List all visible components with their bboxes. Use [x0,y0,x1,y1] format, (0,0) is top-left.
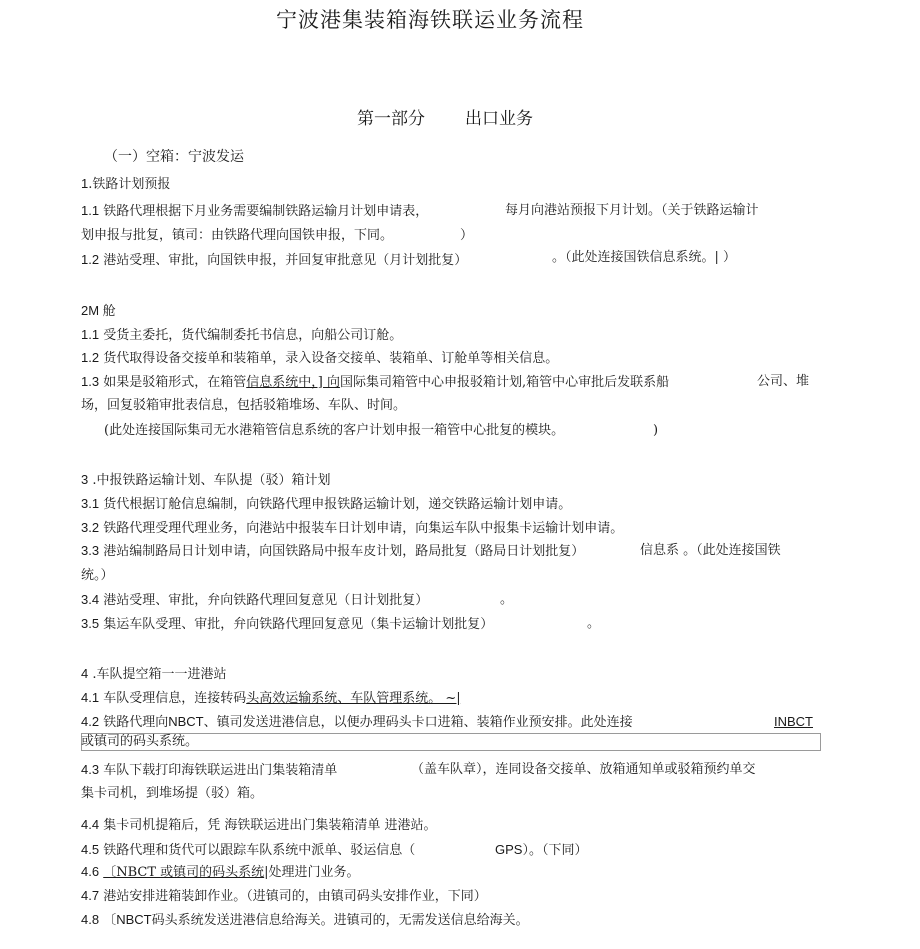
system-note: (此处连接国际集司无水港箱管信息系统的客户计划申报一箱管中心批复的模块。 [104,423,565,438]
paragraph-line: 每月向港站预报下月计划。（关于铁路运输计 [505,203,759,218]
empty-container-heading: （一）空箱：宁波发运 [104,149,244,165]
paragraph-line: 1.2 货代取得设备交接单和装箱单，录入设备交接单、装箱单、订舱单等相关信息。 [81,350,559,366]
paragraph-line: 。 [587,616,601,631]
inbct-link-text: INBCT [774,714,813,729]
paragraph-line: 集卡司机，到堆场提（驳）箱。 [81,786,264,801]
paragraph-line: ） [460,228,474,243]
paragraph-line: 1.3 如果是驳箱形式，在箱管信息系统中，] 向国际集司箱管中心申报驳箱计划,箱管中心审批后发联系船 [81,374,670,390]
paragraph-line: 4.2 铁路代理向NBCT、镇司发送进港信息，以便办理码头卡口进箱、装箱作业预安排。此处连接 [81,714,633,730]
paragraph-line: 场，回复驳箱审批表信息，包括驳箱堆场、车队、时间。 [81,398,407,413]
system-note-end: ) [653,423,659,438]
paragraph-line: 3.3 港站编制路局日计划申请，向国铁路局中报车皮计划，路局批复（路局日计划批复） [81,543,585,559]
booking-heading: 2M 舱 [81,303,116,318]
paragraph-line: 1.1 受货主委托，货代编制委托书信息，向船公司订舱。 [81,327,403,343]
paragraph-line: 3.5 集运车队受理、审批，弁向铁路代理回复意见（集卡运输计划批复） [81,616,494,632]
empty-pickup-heading: 4 .车队提空箱一一进港站 [81,666,227,682]
paragraph-line: 。 [500,592,514,607]
transport-plan-heading: 3 .中报铁路运输计划、车队提（驳）箱计划 [81,472,331,488]
paragraph-line: GPS）。（下同） [495,842,588,858]
document-title: 宁波港集装箱海铁联运业务流程 [276,8,584,32]
paragraph-line: 1.1 铁路代理根据下月业务需要编制铁路运输月计划申请表， [81,203,429,219]
section-name: 出口业务 [465,109,533,129]
paragraph-line: （盖车队章），连同设备交接单、放箱通知单或驳箱预约单交 [411,762,756,777]
paragraph-line: 统。） [81,568,114,583]
paragraph-line: 4.1 车队受理信息，连接转码头高效运输系统、车队管理系统。 ~| [81,690,461,706]
paragraph-line: 。（此处连接国铁信息系统。| ） [552,250,737,265]
paragraph-line: 公司、堆 [757,374,810,389]
underlined-text: 头高效运输系统、车队管理系统。 ~| [246,691,461,706]
paragraph-line: 或镇司的码头系统。 [81,734,199,749]
paragraph-line: 信息系 。（此处连接国铁 [640,543,781,558]
paragraph-line: 3.2 铁路代理受理代理业务，向港站中报装车日计划申请，向集运车队中报集卡运输计划申请。 [81,520,624,536]
paragraph-line: 1.2 港站受理、审批，向国铁申报，并回复审批意见（月计划批复） [81,252,468,268]
paragraph-line: 4.7 港站安排进箱装卸作业。（进镇司的，由镇司码头安排作业，下同） [81,888,487,904]
rail-plan-heading: 1.铁路计划预报 [81,176,171,192]
section-heading: 第一部分 出口业务 [357,109,533,129]
paragraph-line: 4.3 车队下载打印海铁联运进出门集装箱清单 [81,762,338,778]
paragraph-line: 3.4 港站受理、审批，弁向铁路代理回复意见（日计划批复） [81,592,429,608]
underlined-text: 信息系统中，] 向 [246,375,340,390]
paragraph-line: 划申报与批复，镇司：由铁路代理向国铁申报，下同。 [81,228,394,243]
paragraph-line: 4.4 集卡司机提箱后，凭 海铁联运进出门集装箱清单 进港站。 [81,817,437,833]
paragraph-line: 3.1 货代根据订舱信息编制，向铁路代理申报铁路运输计划，递交铁路运输计划申请。 [81,496,572,512]
paragraph-line: 4.8 〔NBCT码头系统发送进港信息给海关。进镇司的，无需发送信息给海关。 [81,912,529,928]
underlined-text: 〔NBCT 或镇司的码头系统 [103,865,265,880]
paragraph-line: 4.6 〔NBCT 或镇司的码头系统|处理进门业务。 [81,864,360,880]
paragraph-line: 4.5 铁路代理和货代可以跟踪车队系统中派单、驳运信息（ [81,842,416,858]
